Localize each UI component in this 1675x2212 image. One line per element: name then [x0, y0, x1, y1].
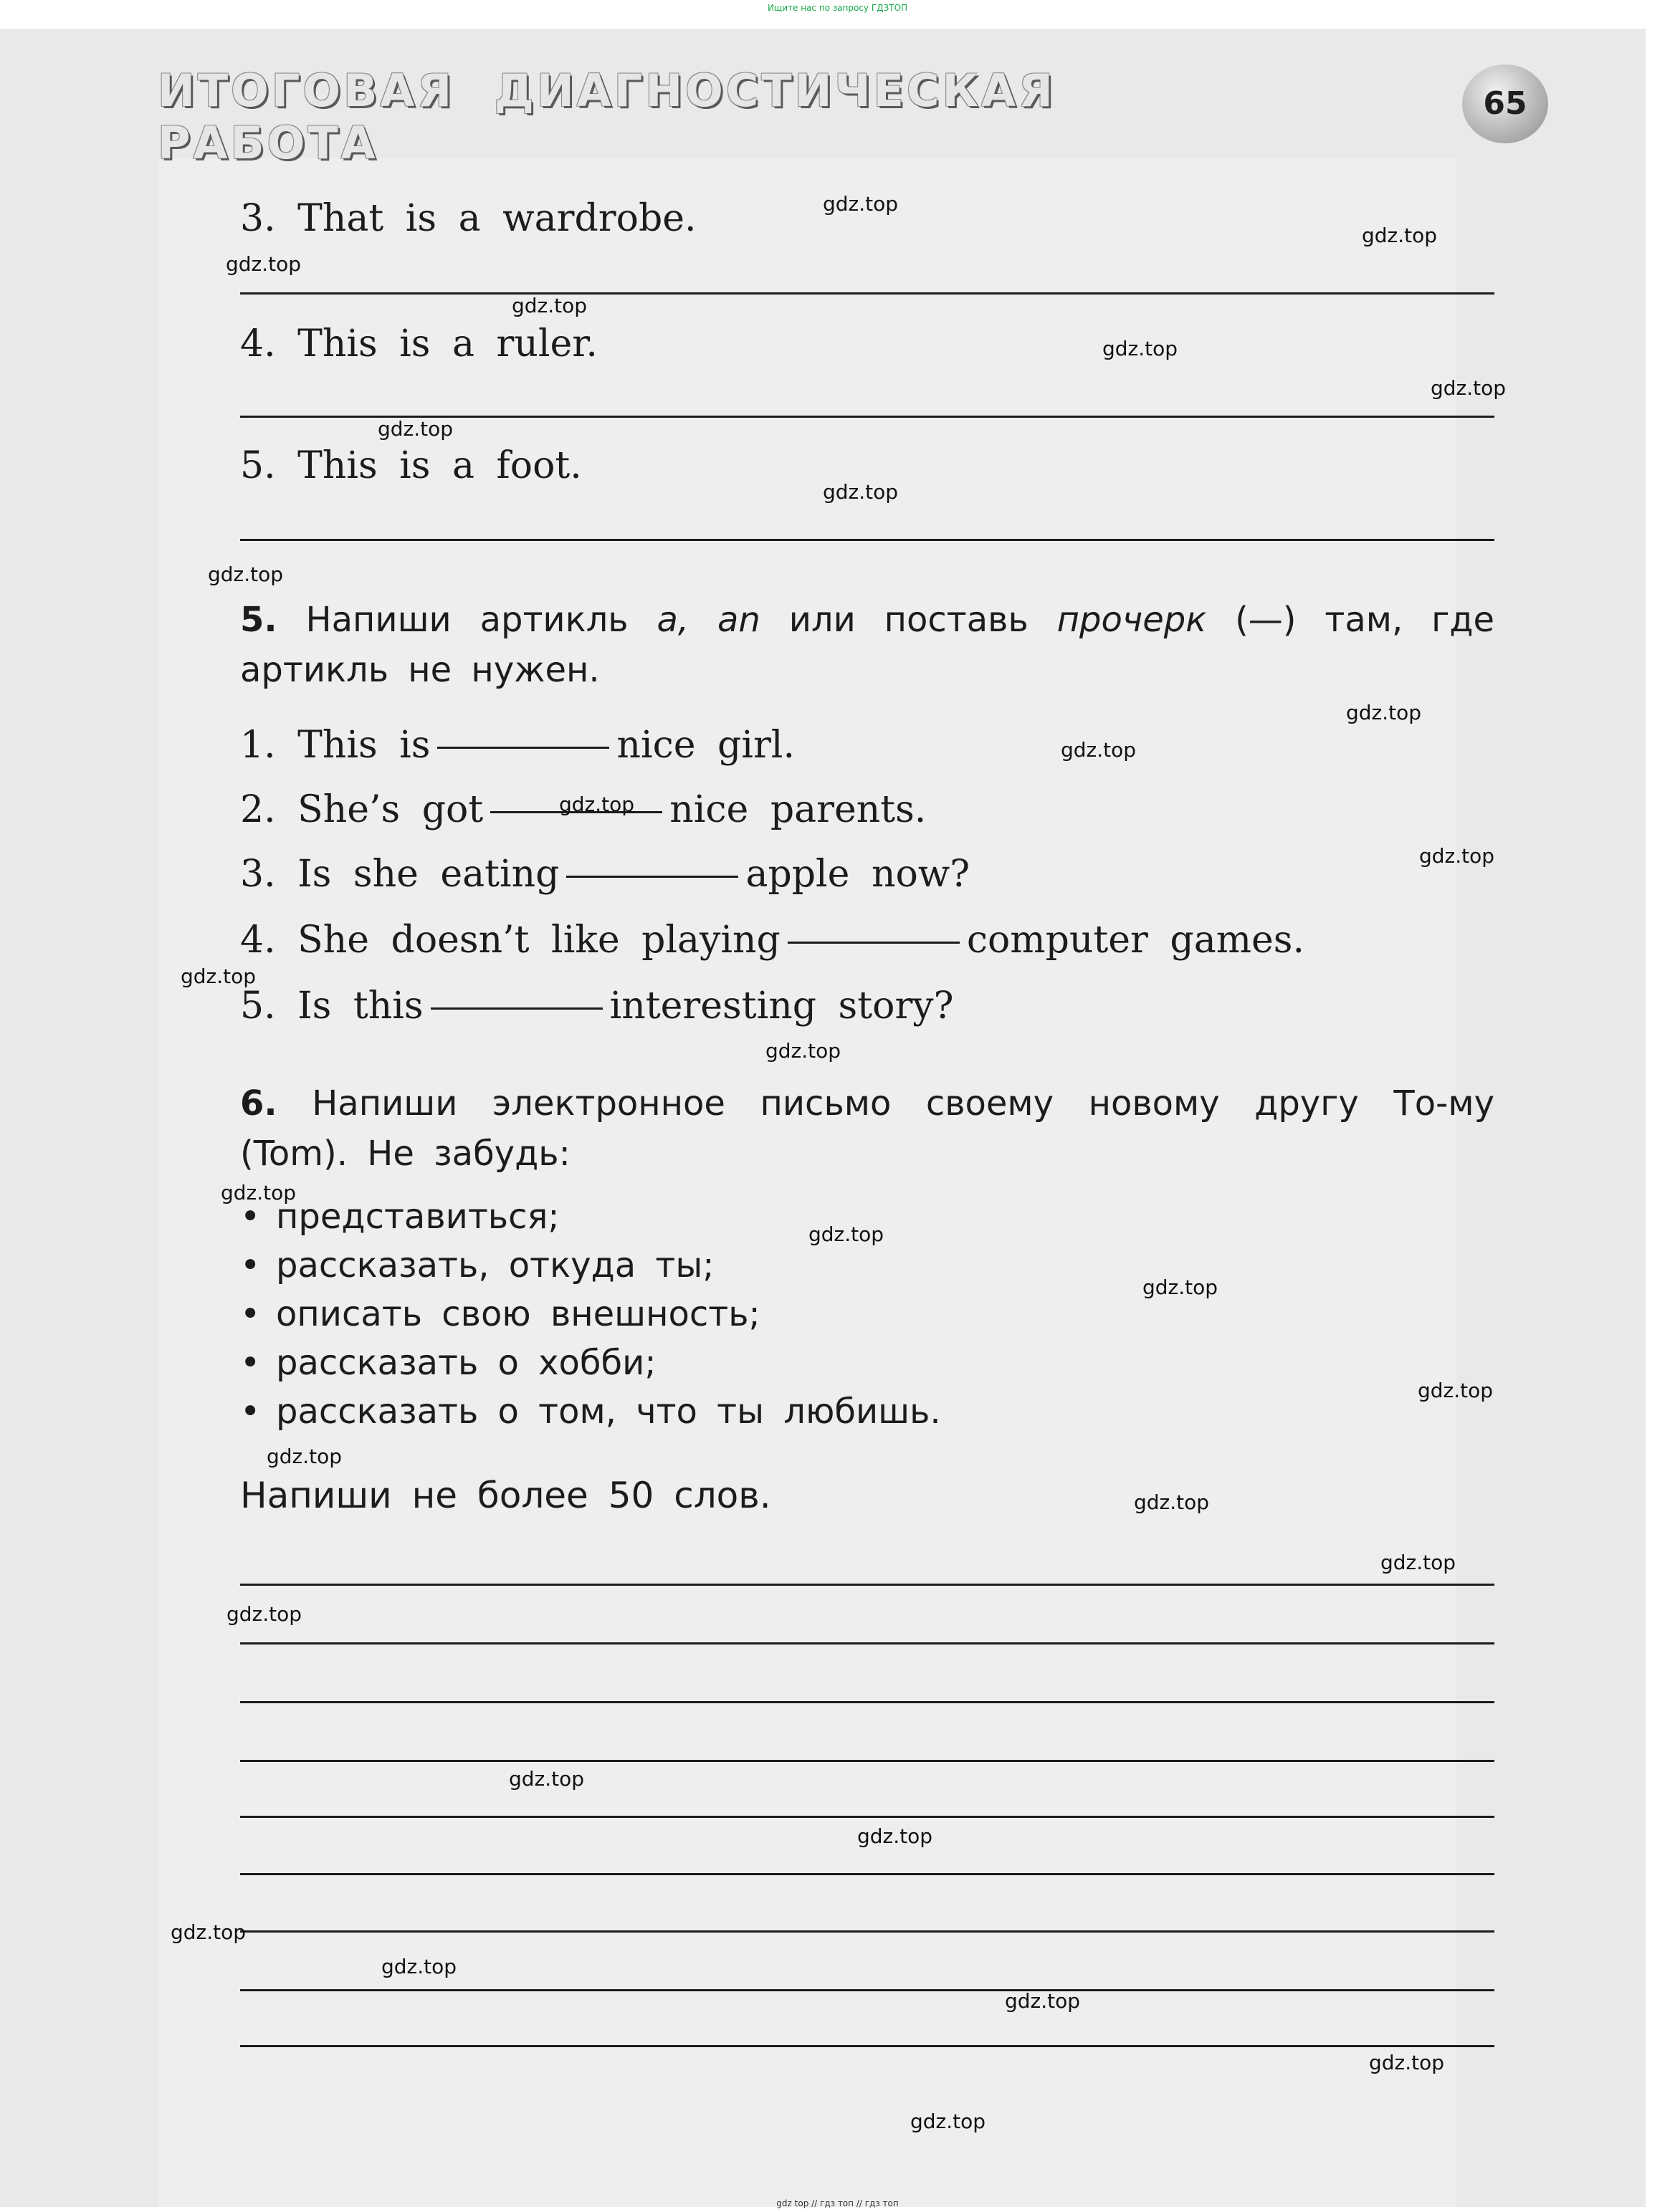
task6-bullet-text: представиться; [276, 1197, 560, 1237]
watermark: gdz.top [208, 562, 284, 586]
task4-item-3: 3. That is a wardrobe. [240, 197, 697, 240]
watermark: gdz.top [1346, 701, 1422, 724]
task5-item-before: 3. Is she eating [240, 853, 560, 896]
watermark: gdz.top [1005, 1989, 1081, 2013]
page-number-badge: 65 [1462, 64, 1548, 143]
task6-bullet: • описать свою внешность; [240, 1294, 760, 1334]
task6-bullet: • представиться; [240, 1197, 560, 1237]
task6-bullet-text: рассказать о том, что ты любишь. [276, 1392, 941, 1432]
fill-in-blank[interactable] [437, 747, 609, 749]
watermark: gdz.top [559, 793, 635, 816]
task6-bullet: • рассказать о хобби; [240, 1343, 657, 1383]
task5-item-after: nice parents. [669, 788, 927, 831]
watermark: gdz.top [381, 1955, 457, 1978]
task5-item [240, 985, 954, 1028]
watermark: gdz.top [808, 1222, 884, 1246]
watermark: gdz.top [857, 1824, 933, 1848]
task5-item-before: 1. This is [240, 724, 431, 767]
task5-item-after: apple now? [745, 853, 970, 896]
task6-word-limit: Напиши не более 50 слов. [240, 1475, 771, 1516]
task4-item-4: 4. This is a ruler. [240, 322, 598, 365]
task5-item-before: 2. She’s got [240, 788, 484, 831]
writing-line[interactable] [240, 1930, 1494, 1933]
writing-line[interactable] [240, 1584, 1494, 1586]
watermark: gdz.top [1134, 1490, 1210, 1514]
answer-line[interactable] [240, 292, 1494, 295]
writing-line[interactable] [240, 1642, 1494, 1644]
watermark: gdz.top [823, 192, 899, 216]
watermark: gdz.top [181, 964, 257, 988]
task5-dash-word: прочерк [1056, 600, 1207, 640]
task5-item-after: nice girl. [616, 724, 795, 767]
watermark: gdz.top [1061, 738, 1137, 762]
watermark: gdz.top [1418, 1379, 1494, 1402]
watermark: gdz.top [171, 1920, 247, 1944]
task5-item-before: 4. She doesn’t like playing [240, 919, 781, 962]
watermark: gdz.top [221, 1181, 297, 1205]
task5-instruction [240, 595, 1494, 695]
task5-item [240, 853, 970, 896]
bottom-note: gdz top // гдз топ // гдз топ [776, 2198, 899, 2208]
watermark: gdz.top [1142, 1275, 1218, 1299]
watermark: gdz.top [910, 2110, 986, 2133]
watermark: gdz.top [226, 1602, 302, 1626]
task6-bullet: • рассказать, откуда ты; [240, 1245, 715, 1285]
task5-item-before: 5. Is this [240, 985, 424, 1028]
task5-item-after: computer games. [966, 919, 1305, 962]
watermark: gdz.top [1102, 337, 1178, 360]
task6-number: 6. [240, 1083, 277, 1124]
task5-text-1: Напиши артикль [305, 600, 629, 640]
watermark: gdz.top [1362, 224, 1438, 247]
watermark: gdz.top [267, 1445, 343, 1468]
task5-item [240, 919, 1304, 962]
writing-line[interactable] [240, 1701, 1494, 1703]
task5-articles: a, an [657, 600, 760, 640]
task5-number: 5. [240, 600, 277, 640]
writing-line[interactable] [240, 1989, 1494, 1991]
writing-line[interactable] [240, 1760, 1494, 1762]
task6-bullet-text: рассказать, откуда ты; [276, 1245, 715, 1285]
watermark: gdz.top [765, 1039, 841, 1063]
watermark: gdz.top [1431, 376, 1507, 400]
watermark: gdz.top [1419, 844, 1495, 868]
fill-in-blank[interactable] [566, 876, 738, 878]
watermark: gdz.top [512, 294, 588, 317]
task6-bullet-text: рассказать о хобби; [276, 1343, 657, 1383]
task6-bullet-text: описать свою внешность; [276, 1294, 760, 1334]
task6-instruction [240, 1078, 1494, 1179]
task5-item [240, 724, 795, 767]
watermark: gdz.top [509, 1767, 585, 1791]
page-header-title: ИТОГОВАЯ ДИАГНОСТИЧЕСКАЯ РАБОТА [158, 64, 1056, 169]
answer-line[interactable] [240, 539, 1494, 541]
task4-item-5: 5. This is a foot. [240, 444, 582, 487]
task5-item-after: interesting story? [609, 985, 954, 1028]
writing-line[interactable] [240, 2045, 1494, 2047]
fill-in-blank[interactable] [788, 942, 960, 944]
watermark: gdz.top [1380, 1551, 1456, 1574]
task6-text: Напиши электронное письмо своему новому другу То-му (Tom). Не забудь: [240, 1083, 1494, 1174]
writing-line[interactable] [240, 1873, 1494, 1875]
task5-text-2: или поставь [788, 600, 1029, 640]
fill-in-blank[interactable] [431, 1007, 603, 1010]
task5-text-3: (—) там, где артикль не нужен. [240, 600, 1495, 690]
writing-line[interactable] [240, 1816, 1494, 1818]
watermark: gdz.top [378, 417, 454, 441]
task6-bullet: • рассказать о том, что ты любишь. [240, 1392, 941, 1432]
top-note: Ищите нас по запросу ГДЗТОП [767, 3, 908, 13]
watermark: gdz.top [1369, 2051, 1445, 2074]
watermark: gdz.top [823, 480, 899, 504]
watermark: gdz.top [226, 252, 302, 276]
